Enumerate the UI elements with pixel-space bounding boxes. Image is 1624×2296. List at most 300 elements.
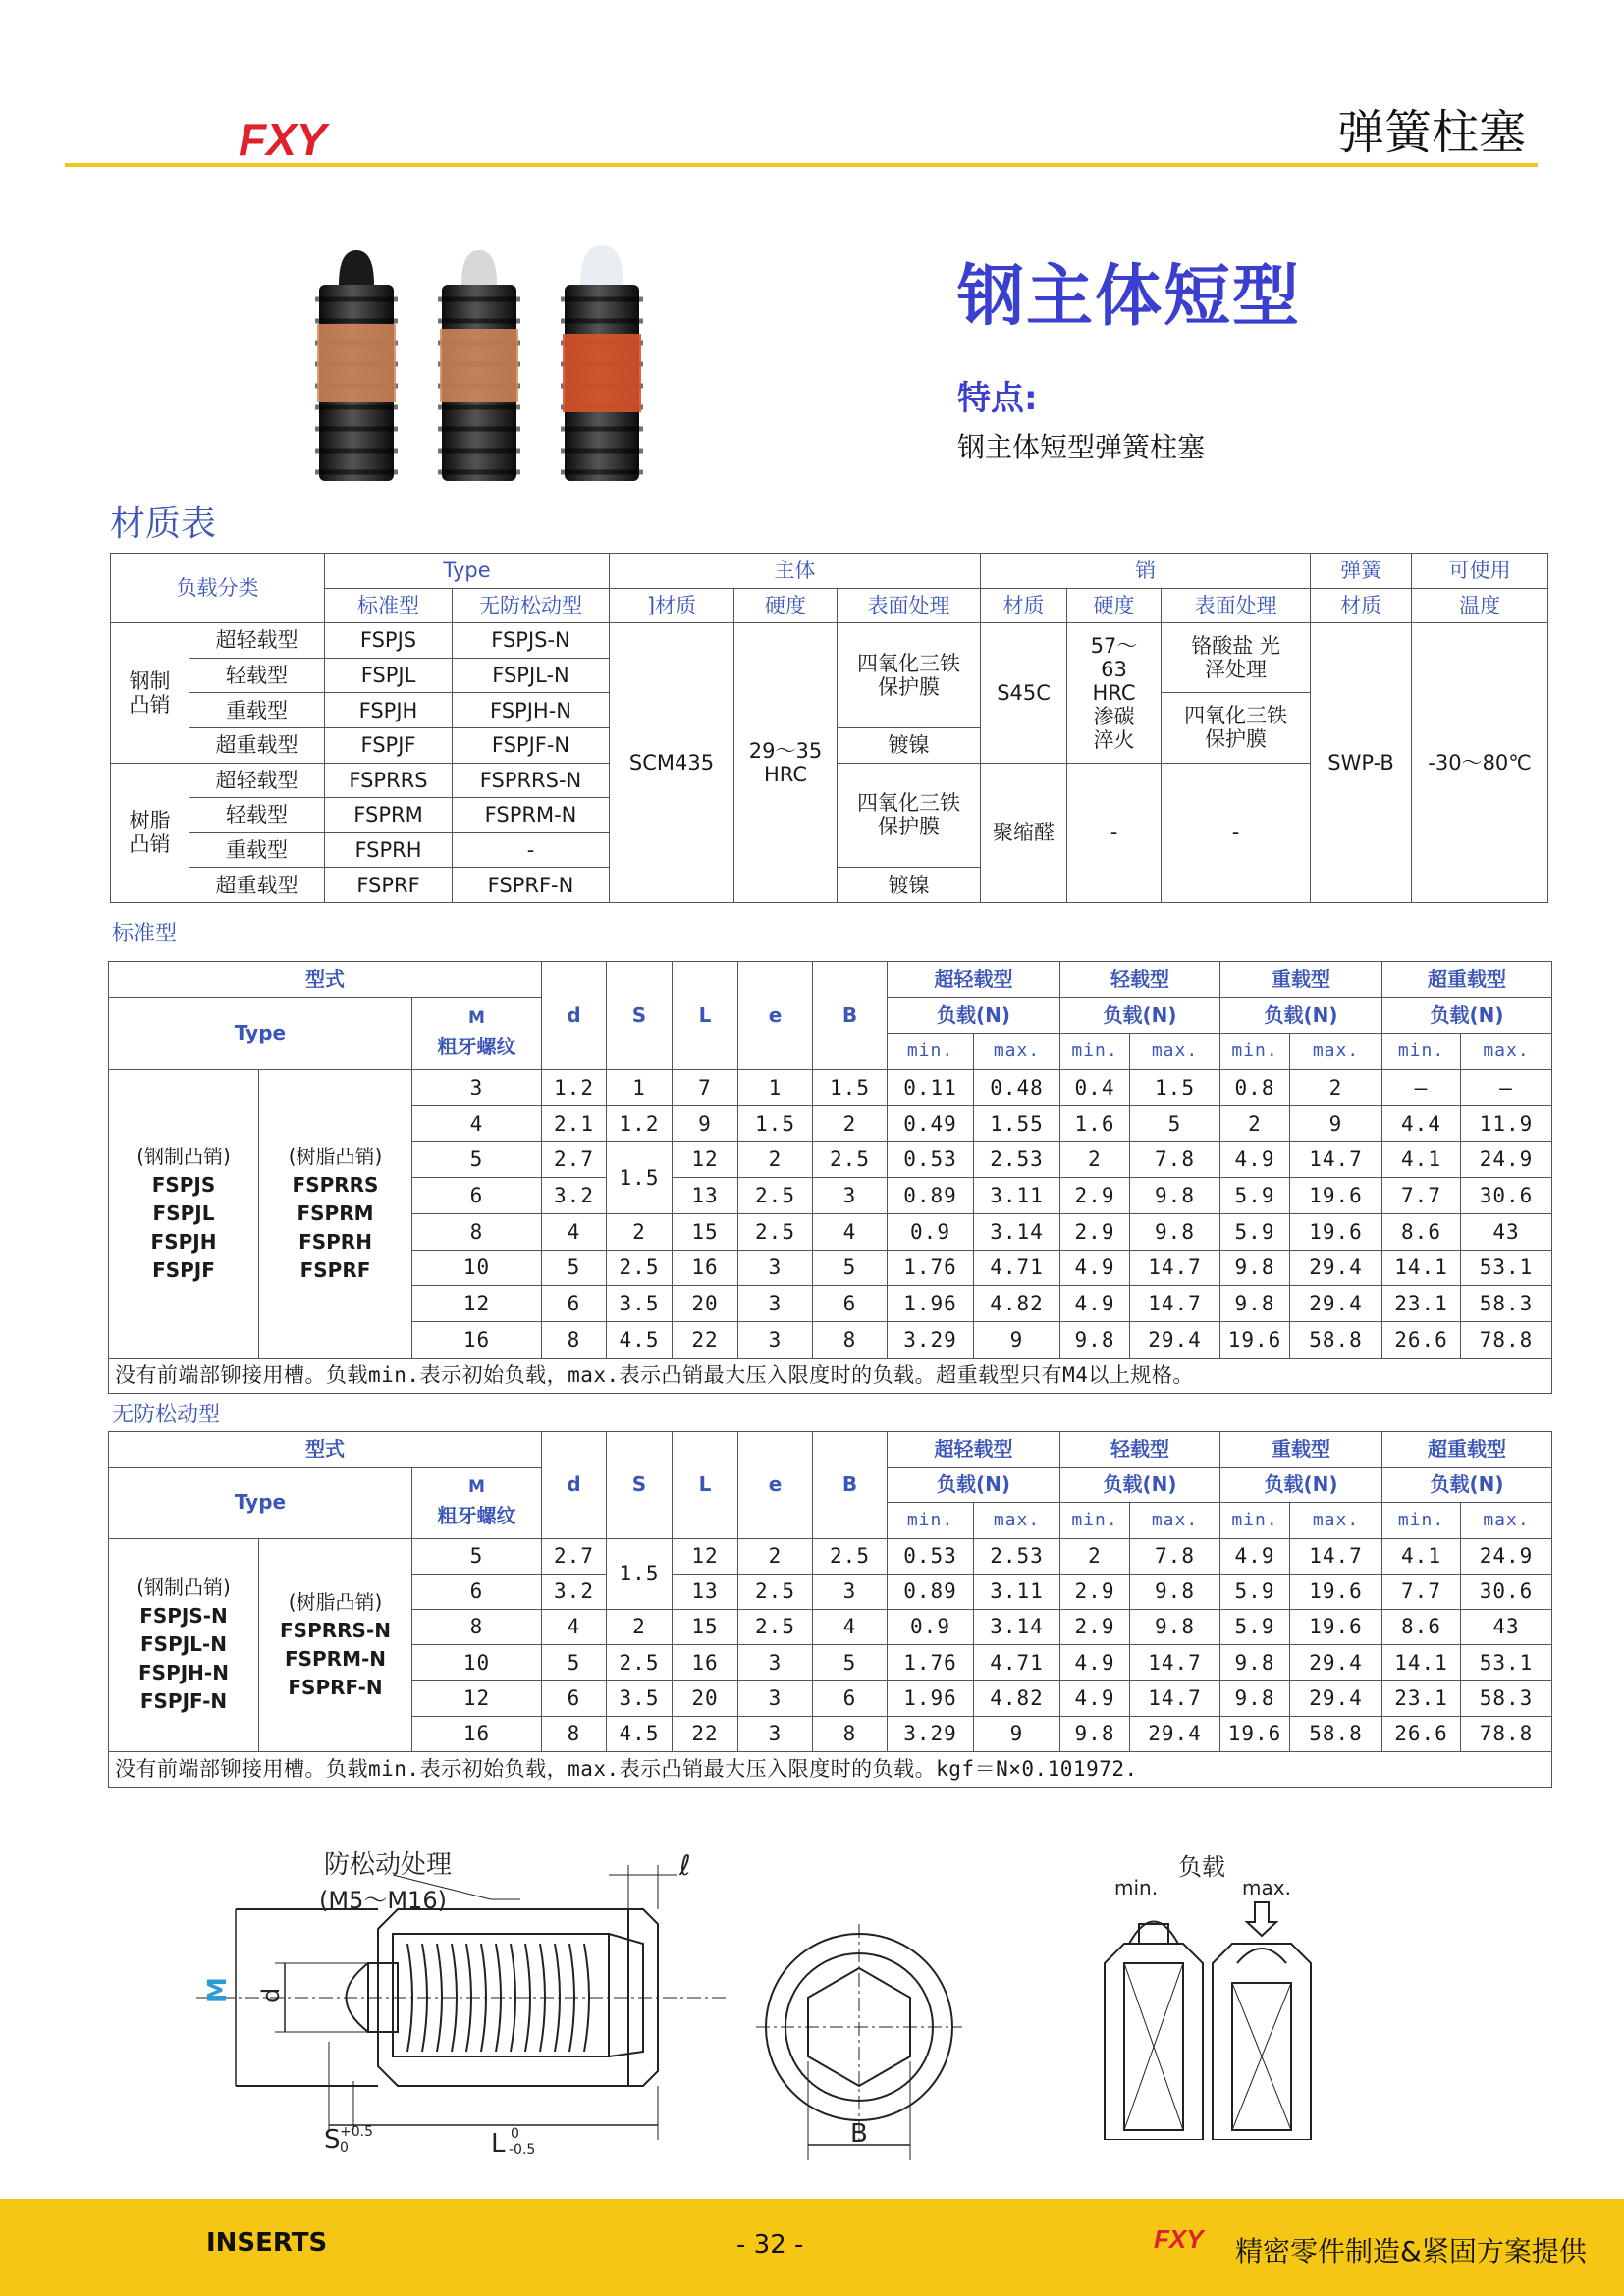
steel-type: FSPJS-N (139, 1604, 228, 1629)
pin-material-steel: S45C (981, 623, 1067, 763)
material-section-title: 材质表 (110, 504, 217, 544)
spec-cell: 20 (673, 1681, 738, 1716)
spec-cell: 0.48 (974, 1070, 1060, 1106)
spec-cell: 5.9 (1220, 1178, 1290, 1214)
h-max: max. (1290, 1503, 1382, 1538)
spec-cell: 9.8 (1220, 1645, 1290, 1681)
header-title: 弹簧柱塞 (1336, 105, 1526, 160)
resin-type: FSPRRS (292, 1172, 379, 1197)
resin-types-cell (259, 1538, 412, 1751)
mat-std-3: FSPJF (325, 727, 453, 763)
spec-cell: 4 (813, 1609, 888, 1644)
spec-cell: 3 (813, 1178, 888, 1214)
mat-std-7: FSPRF (325, 868, 453, 903)
spec-cell: 8.6 (1382, 1609, 1461, 1644)
h-min: min. (1060, 1503, 1130, 1538)
steel-label: (钢制凸销) (136, 1144, 231, 1168)
pin-surface-b: 四氧化三铁 保护膜 (1162, 693, 1311, 763)
spec-cell: 14.7 (1290, 1142, 1382, 1178)
spec-cell: 30.6 (1461, 1178, 1552, 1214)
spec-cell: 8 (412, 1609, 542, 1644)
mat-nl-1: FSPJL-N (453, 658, 610, 693)
spec-cell: 5 (412, 1538, 542, 1574)
end-view-diagram (756, 1924, 982, 2169)
spec-cell: 4.71 (974, 1250, 1060, 1286)
spec-cell: 22 (673, 1321, 738, 1358)
spec-cell: 6 (412, 1178, 542, 1214)
spec-cell-s: 1.2 (607, 1105, 673, 1142)
spec-cell: 24.9 (1461, 1538, 1552, 1574)
spec-cell: 5 (1130, 1105, 1220, 1142)
spec-cell: 14.1 (1382, 1250, 1461, 1286)
spec-cell: 5.9 (1220, 1213, 1290, 1250)
h-l: L (673, 1432, 738, 1539)
spec-cell-s: 2 (607, 1213, 673, 1250)
spec-cell: 0.49 (888, 1105, 974, 1142)
h-body-hard: 硬度 (734, 588, 838, 623)
spec-cell: 3 (738, 1681, 813, 1716)
steel-types-cell (109, 1070, 259, 1359)
spec-cell: 7.8 (1130, 1142, 1220, 1178)
h-e: e (738, 1432, 813, 1539)
spec-cell-s: 2.5 (607, 1645, 673, 1681)
pin-hardness-resin: - (1067, 763, 1162, 902)
spec-cell: 16 (673, 1250, 738, 1286)
resin-types-cell (259, 1070, 412, 1359)
brand-logo (239, 118, 417, 161)
body-surface-ni-steel: 镀镍 (838, 727, 981, 763)
spec-cell: 58.8 (1290, 1716, 1382, 1751)
spec-cell: 4 (542, 1609, 607, 1644)
spec-cell: 8 (542, 1716, 607, 1751)
h-d: d (542, 962, 607, 1070)
spec-cell: 5 (813, 1645, 888, 1681)
steel-type: FSPJH-N (138, 1661, 229, 1685)
plunger-steel-tip (438, 250, 520, 481)
spec-cell: 13 (673, 1178, 738, 1214)
spec-cell: 58.3 (1461, 1681, 1552, 1716)
spec-cell: 1.2 (542, 1070, 607, 1106)
resin-type: FSPRH (298, 1229, 372, 1254)
plunger-black-tip (315, 250, 398, 481)
h-max: max. (1290, 1034, 1382, 1070)
h-type: Type (325, 554, 610, 589)
mat-class-3: 超重载型 (189, 727, 325, 763)
h-b: B (813, 1432, 888, 1539)
spec-cell: 14.7 (1130, 1286, 1220, 1322)
spec-cell: 7.7 (1382, 1178, 1461, 1214)
spec-cell: 1.6 (1060, 1105, 1130, 1142)
table-row (109, 1538, 1552, 1574)
product-title: 钢主体短型 (957, 258, 1302, 336)
mat-nl-5: FSPRM-N (453, 798, 610, 833)
h-min: min. (1220, 1503, 1290, 1538)
spec-cell-s: 2 (607, 1609, 673, 1644)
h-m-thread: 粗牙螺纹 (437, 1503, 516, 1527)
h-xlight: 超轻载型 (888, 962, 1060, 998)
spec-cell: 8 (542, 1321, 607, 1358)
h-m-symbol: M (468, 1008, 485, 1029)
spec-cell: 3 (738, 1716, 813, 1751)
spec-cell: 1.96 (888, 1681, 974, 1716)
diagram-l-label: L (491, 2129, 506, 2159)
features-label: 特点: (957, 379, 1038, 418)
spec-cell: 23.1 (1382, 1681, 1461, 1716)
h-light: 轻载型 (1060, 1432, 1220, 1468)
spec-cell: 78.8 (1461, 1321, 1552, 1358)
spec-cell: 2.7 (542, 1538, 607, 1574)
diagram-load-label: 负载 (1178, 1853, 1225, 1881)
mat-nl-2: FSPJH-N (453, 693, 610, 728)
spec-cell: 26.6 (1382, 1716, 1461, 1751)
resin-type: FSPRF (299, 1257, 371, 1282)
spec-cell: 3.2 (542, 1178, 607, 1214)
spec-cell: 19.6 (1290, 1574, 1382, 1609)
spec-cell: 3 (738, 1250, 813, 1286)
mat-class-2: 重载型 (189, 693, 325, 728)
spec-cell: 2.5 (738, 1609, 813, 1644)
spec-cell: 19.6 (1290, 1178, 1382, 1214)
h-pin: 销 (981, 554, 1311, 589)
spec-cell: 16 (412, 1321, 542, 1358)
load-diagram (1070, 1845, 1345, 2140)
spec-cell: 2.53 (974, 1142, 1060, 1178)
spec-cell: 0.53 (888, 1538, 974, 1574)
h-model: 型式 (109, 1432, 542, 1468)
spec-cell: 29.4 (1290, 1681, 1382, 1716)
h-body-surface: 表面处理 (838, 588, 981, 623)
spec-cell: 2.9 (1060, 1213, 1130, 1250)
standard-spec-table (108, 961, 1552, 1394)
body-surface-ox-resin: 四氧化三铁 保护膜 (838, 763, 981, 868)
resin-type: FSPRF-N (288, 1675, 383, 1699)
spec-cell: 29.4 (1290, 1645, 1382, 1681)
spec-cell: 13 (673, 1574, 738, 1609)
spec-cell-s: 1.5 (607, 1538, 673, 1609)
h-max: max. (1461, 1503, 1552, 1538)
spec-cell-s: 4.5 (607, 1321, 673, 1358)
spec-cell: 2.5 (813, 1538, 888, 1574)
spec-cell: 12 (673, 1142, 738, 1178)
plunger-resin-tip (561, 245, 643, 481)
spec-cell: 5 (813, 1250, 888, 1286)
spec-cell-s: 3.5 (607, 1681, 673, 1716)
spec-cell: 5 (412, 1142, 542, 1178)
material-table (110, 553, 1548, 903)
spec-cell: 14.7 (1130, 1681, 1220, 1716)
h-type: Type (109, 1468, 412, 1538)
spec-cell: – (1461, 1070, 1552, 1106)
body-hardness: 29～35 HRC (734, 623, 838, 903)
h-heavy: 重载型 (1220, 962, 1382, 998)
spec-cell: 43 (1461, 1213, 1552, 1250)
spec-cell: 20 (673, 1286, 738, 1322)
spec-cell: 2.5 (813, 1142, 888, 1178)
spec-cell: 4.1 (1382, 1538, 1461, 1574)
spec-cell: 16 (412, 1716, 542, 1751)
spec-cell: 6 (813, 1286, 888, 1322)
spec-cell: 14.7 (1130, 1250, 1220, 1286)
spec-cell: 4.1 (1382, 1142, 1461, 1178)
spec-cell: 4.9 (1060, 1681, 1130, 1716)
spec-cell: 11.9 (1461, 1105, 1552, 1142)
h-spring-mat: 材质 (1311, 588, 1412, 623)
h-pin-surface: 表面处理 (1162, 588, 1311, 623)
pin-hardness-steel: 57～63 HRC 渗碳 淬火 (1067, 623, 1162, 763)
spec-cell: 2.5 (738, 1574, 813, 1609)
spec-cell: 1.96 (888, 1286, 974, 1322)
h-m-symbol: M (468, 1477, 485, 1498)
spec-cell-s: 1 (607, 1070, 673, 1106)
steel-type: FSPJS (151, 1172, 216, 1197)
diagram-d-label: d (257, 1987, 285, 2002)
h-spring: 弹簧 (1311, 554, 1412, 589)
pin-surface-a: 铬酸盐 光泽处理 (1162, 623, 1311, 693)
body-surface-ox-steel: 四氧化三铁 保护膜 (838, 623, 981, 728)
mat-class-7: 超重载型 (189, 868, 325, 903)
spec-cell: 4.82 (974, 1681, 1060, 1716)
spec-cell: 22 (673, 1716, 738, 1751)
spec-cell: 0.89 (888, 1178, 974, 1214)
spec-cell: 4 (542, 1213, 607, 1250)
spec-cell: 2.5 (738, 1213, 813, 1250)
spec-cell: 10 (412, 1250, 542, 1286)
spec-cell: 9 (1290, 1105, 1382, 1142)
spec-cell: 16 (673, 1645, 738, 1681)
h-e: e (738, 962, 813, 1070)
spec-cell: 19.6 (1290, 1213, 1382, 1250)
nolock-spec-table (108, 1431, 1552, 1788)
spec-cell: 1.5 (738, 1105, 813, 1142)
spec-cell: 58.3 (1461, 1286, 1552, 1322)
spec-cell: 7.7 (1382, 1574, 1461, 1609)
spec-cell: 9.8 (1220, 1250, 1290, 1286)
h-max: max. (1130, 1503, 1220, 1538)
spec-cell: 2 (1220, 1105, 1290, 1142)
h-min: min. (1220, 1034, 1290, 1070)
spec-cell: 1.76 (888, 1250, 974, 1286)
spec-cell: 19.6 (1220, 1716, 1290, 1751)
spec-cell: 0.9 (888, 1609, 974, 1644)
spec-cell: 24.9 (1461, 1142, 1552, 1178)
spec-cell: 3.11 (974, 1574, 1060, 1609)
body-surface-ni-resin: 镀镍 (838, 868, 981, 903)
h-temp2: 温度 (1412, 588, 1548, 623)
standard-section-title: 标准型 (112, 922, 178, 946)
spec-cell: 14.7 (1290, 1538, 1382, 1574)
mat-std-0: FSPJS (325, 623, 453, 659)
h-s: S (607, 1432, 673, 1539)
spec-cell: 6 (813, 1681, 888, 1716)
temperature: -30～80℃ (1412, 623, 1548, 903)
spec-cell: 12 (412, 1286, 542, 1322)
mat-class-4: 超轻载型 (189, 763, 325, 798)
h-min: min. (888, 1503, 974, 1538)
h-load: 负载(N) (1220, 1468, 1382, 1503)
footer-left-label: INSERTS (206, 2228, 328, 2258)
spec-cell: 30.6 (1461, 1574, 1552, 1609)
product-image (299, 231, 673, 486)
spec-cell: 9.8 (1060, 1716, 1130, 1751)
spec-cell: 0.89 (888, 1574, 974, 1609)
spec-cell: 2 (813, 1105, 888, 1142)
mat-class-5: 轻载型 (189, 798, 325, 833)
h-d: d (542, 1432, 607, 1539)
diagram-m-label: M (203, 1977, 233, 2002)
features-text: 钢主体短型弹簧柱塞 (957, 431, 1206, 463)
h-l: L (673, 962, 738, 1070)
h-min: min. (1060, 1034, 1130, 1070)
h-std: 标准型 (325, 588, 453, 623)
spec-cell: 3 (738, 1286, 813, 1322)
mat-class-1: 轻载型 (189, 658, 325, 693)
spec-cell: 6 (542, 1681, 607, 1716)
mat-std-4: FSPRRS (325, 763, 453, 798)
spec-cell: 6 (542, 1286, 607, 1322)
diagram-b-label: B (850, 2119, 868, 2149)
h-b: B (813, 962, 888, 1070)
spec-cell: 15 (673, 1213, 738, 1250)
h-load: 负载(N) (1060, 997, 1220, 1034)
spec-cell: 53.1 (1461, 1645, 1552, 1681)
h-load: 负载(N) (1060, 1468, 1220, 1503)
h-max: max. (974, 1034, 1060, 1070)
diagram-anti-loose-label: 防松动处理 (324, 1850, 453, 1880)
spec-cell: 4.9 (1060, 1250, 1130, 1286)
header-rule (65, 163, 1538, 167)
h-load: 负载(N) (1382, 1468, 1552, 1503)
spec-cell: 58.8 (1290, 1321, 1382, 1358)
resin-label: (树脂凸销) (288, 1589, 383, 1614)
spec-cell: 9 (974, 1716, 1060, 1751)
spec-cell: 10 (412, 1645, 542, 1681)
spec-cell: 9.8 (1220, 1286, 1290, 1322)
spec-cell: 4.9 (1220, 1142, 1290, 1178)
mat-nl-6: - (453, 832, 610, 868)
h-type: Type (109, 997, 412, 1069)
spec-cell: 5.9 (1220, 1609, 1290, 1644)
h-m-thread: 粗牙螺纹 (437, 1034, 516, 1058)
spec-cell: 8.6 (1382, 1213, 1461, 1250)
footer-brand-text: FXY (1154, 2226, 1204, 2252)
diagram-max-label: max. (1242, 1876, 1291, 1899)
spec-cell: 2 (738, 1142, 813, 1178)
spec-cell: 2.7 (542, 1142, 607, 1178)
footer-tagline: 精密零件制造&紧固方案提供 (1235, 2235, 1587, 2268)
h-load: 负载(N) (1382, 997, 1552, 1034)
spec-cell: 9.8 (1130, 1213, 1220, 1250)
spec-cell: 5 (542, 1250, 607, 1286)
spec-cell: 78.8 (1461, 1716, 1552, 1751)
mat-std-1: FSPJL (325, 658, 453, 693)
spec-cell: 14.7 (1130, 1645, 1220, 1681)
steel-types-cell (109, 1538, 259, 1751)
h-max: max. (1461, 1034, 1552, 1070)
mat-nl-0: FSPJS-N (453, 623, 610, 659)
group-resin: 树脂凸销 (111, 763, 189, 902)
resin-type: FSPRM (297, 1201, 374, 1225)
spec-cell: 4.9 (1220, 1538, 1290, 1574)
h-body-mat: ]材质 (610, 588, 734, 623)
spec-cell: 4.9 (1060, 1645, 1130, 1681)
h-body: 主体 (610, 554, 981, 589)
spec-cell: 9.8 (1220, 1681, 1290, 1716)
spec-cell: 3 (813, 1574, 888, 1609)
h-temp: 可使用 (1412, 554, 1548, 589)
spec-cell: 9.8 (1130, 1609, 1220, 1644)
spec-cell: 2.5 (738, 1178, 813, 1214)
spec-cell: 29.4 (1290, 1286, 1382, 1322)
body-material: SCM435 (610, 623, 734, 903)
h-load: 负载(N) (888, 997, 1060, 1034)
steel-type: FSPJL-N (140, 1632, 227, 1657)
spec-cell: 2.1 (542, 1105, 607, 1142)
h-s: S (607, 962, 673, 1070)
spec-cell: 9.8 (1060, 1321, 1130, 1358)
h-load: 负载(N) (1220, 997, 1382, 1034)
mat-nl-3: FSPJF-N (453, 727, 610, 763)
diagram-s-label: S (324, 2125, 341, 2155)
spec-cell: 4.71 (974, 1645, 1060, 1681)
spec-cell: 4.82 (974, 1286, 1060, 1322)
spec-cell: 3.2 (542, 1574, 607, 1609)
spec-cell: 8 (813, 1321, 888, 1358)
pin-material-resin: 聚缩醛 (981, 763, 1067, 902)
spec-cell: 0.9 (888, 1213, 974, 1250)
spec-cell: 19.6 (1220, 1321, 1290, 1358)
mat-std-5: FSPRM (325, 798, 453, 833)
nolock-section-title: 无防松动型 (112, 1403, 221, 1427)
spec-cell: 8 (412, 1213, 542, 1250)
spec-cell: 9 (673, 1105, 738, 1142)
h-xlight: 超轻载型 (888, 1432, 1060, 1468)
resin-type: FSPRM-N (284, 1646, 387, 1671)
mat-class-0: 超轻载型 (189, 623, 325, 659)
spec-cell: 1.5 (813, 1070, 888, 1106)
spec-cell: 0.4 (1060, 1070, 1130, 1106)
diagram-s-tol-up: +0.5 (340, 2124, 373, 2140)
side-view-diagram (196, 1845, 746, 2169)
spec-cell: 43 (1461, 1609, 1552, 1644)
spec-cell: 9.8 (1130, 1178, 1220, 1214)
spec-cell: 1.55 (974, 1105, 1060, 1142)
diagram-s-tol-dn: 0 (340, 2140, 349, 2156)
group-steel: 钢制凸销 (111, 623, 189, 763)
spec-cell: 9 (974, 1321, 1060, 1358)
table-row (109, 1070, 1552, 1106)
mat-nl-7: FSPRF-N (453, 868, 610, 903)
spec-cell: 0.53 (888, 1142, 974, 1178)
mat-class-6: 重载型 (189, 832, 325, 868)
spec-cell: 3 (412, 1070, 542, 1106)
h-xheavy: 超重载型 (1382, 1432, 1552, 1468)
spec-cell: 2 (738, 1538, 813, 1574)
steel-type: FSPJH (150, 1229, 217, 1254)
spec-cell: 0.11 (888, 1070, 974, 1106)
spec-cell-s: 1.5 (607, 1142, 673, 1213)
spec-cell: 3.29 (888, 1716, 974, 1751)
h-model: 型式 (109, 962, 542, 998)
spec-cell: 2 (1060, 1538, 1130, 1574)
spec-cell: 14.1 (1382, 1645, 1461, 1681)
spec-cell: 29.4 (1130, 1716, 1220, 1751)
h-load: 负载(N) (888, 1468, 1060, 1503)
footer-brand-logo (1154, 2226, 1222, 2252)
spec-cell: 1.76 (888, 1645, 974, 1681)
steel-type: FSPJL (152, 1201, 215, 1225)
diagram-min-label: min. (1114, 1876, 1159, 1899)
h-min: min. (888, 1034, 974, 1070)
